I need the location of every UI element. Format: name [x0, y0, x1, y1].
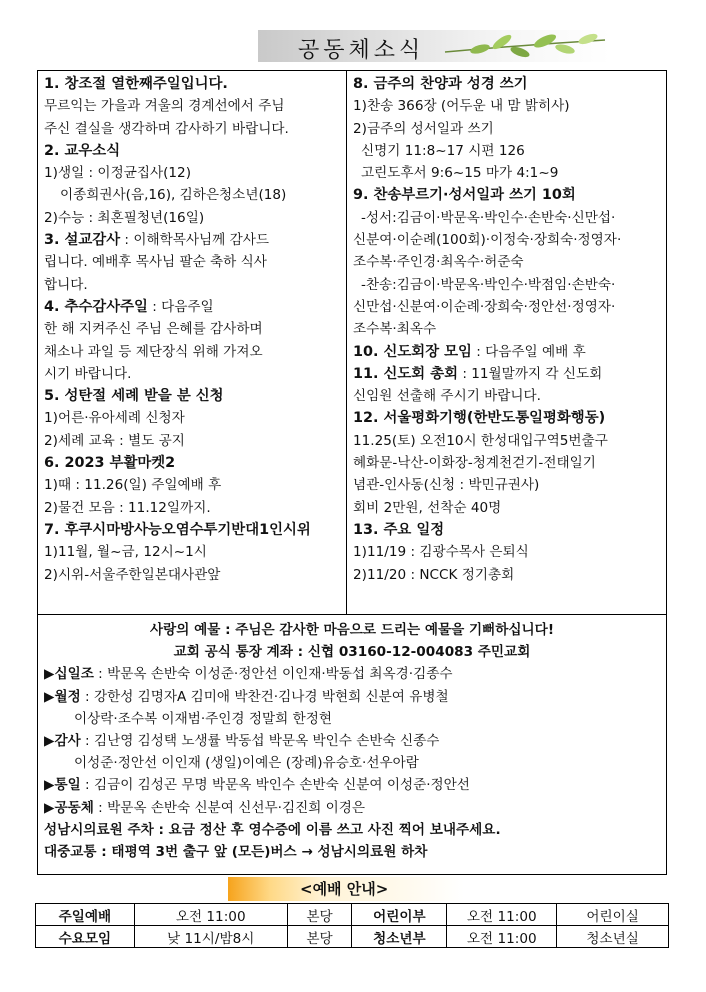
news-line: 9. 찬송부르기·성서일과 쓰기 10회: [353, 187, 576, 204]
transit-notice: [44, 841, 660, 863]
parking-notice: 성남시의료원 주차 : 요금 정산 후 영수증에 이름 쓰고 사진 찍어 보내주세요.: [44, 821, 501, 838]
news-line: 시기 바랍니다.: [44, 365, 132, 382]
news-line: [353, 363, 660, 385]
news-box: [37, 70, 667, 615]
news-line: 13. 주요 일정: [353, 521, 445, 538]
leaf-branch-icon: [440, 30, 610, 62]
offering-line: [44, 708, 660, 730]
news-line: 혜화문-낙산-이화장-청계천걷기-전태일기: [353, 455, 596, 472]
offering-names: : 박문옥 손반숙 신분여 신선무·김진희 이경은: [93, 799, 366, 816]
offering-category: ▶통일: [44, 777, 81, 794]
account-info: 교회 공식 통장 계좌 : 신협 03160-12-004083 주민교회: [173, 644, 531, 661]
worship-cell: 어린이실: [557, 904, 669, 926]
offering-names: : 강한성 김명자A 김미애 박찬건·김나경 박현희 신분여 유병철: [80, 688, 449, 705]
worship-cell: 낮 11시/밤8시: [134, 926, 287, 948]
worship-cell: 오전 11:00: [134, 904, 287, 926]
news-line: 1)찬송 366장 (어두운 내 맘 밝히사): [353, 98, 570, 115]
offering-box: [37, 615, 667, 875]
news-line: [44, 296, 340, 318]
news-line: 립니다. 예배후 목사님 팔순 축하 식사: [44, 254, 267, 271]
worship-row: [36, 926, 669, 948]
offering-category: ▶공동체: [44, 799, 94, 816]
news-line: 고린도후서 9:6~15 마가 4:1~9: [361, 165, 559, 182]
news-line: 주신 결실을 생각하며 감사하기 바랍니다.: [44, 120, 289, 137]
worship-title: <예배 안내>: [300, 880, 389, 898]
offering-line: [44, 663, 660, 685]
news-line: 조수복·최옥수: [353, 321, 437, 338]
news-line: [353, 341, 660, 363]
news-line: -찬송:김금이·박문옥·박인수·박점임·손반숙·: [361, 276, 616, 293]
offering-line: [44, 752, 660, 774]
news-line: 2. 교우소식: [44, 142, 121, 159]
news-heading: 10. 신도회장 모임: [353, 343, 472, 360]
worship-cell: 본당: [287, 904, 352, 926]
news-heading-detail: : 다음주일 예배 후: [471, 343, 586, 360]
offering-names: 이상락·조수복 이재범·주인경 정말희 한정현: [74, 710, 332, 727]
offering-category: ▶월정: [44, 688, 81, 705]
worship-cell: 어린이부: [352, 904, 447, 926]
worship-table: [35, 903, 669, 948]
offering-line: [44, 686, 660, 708]
section-header: [258, 30, 610, 62]
worship-row: [36, 904, 669, 926]
offering-category: ▶감사: [44, 733, 81, 750]
news-line: 한 해 지켜주신 주님 은혜를 감사하며: [44, 321, 263, 338]
offering-line: [44, 774, 660, 796]
news-line: 1)생일 : 이정균집사(12): [44, 165, 191, 182]
news-heading-detail: : 11월말까지 각 신도회: [458, 365, 603, 382]
page-title: 공동체소식: [298, 38, 425, 63]
news-line: 2)금주의 성서일과 쓰기: [353, 120, 494, 137]
left-column: [38, 71, 347, 614]
news-heading: 4. 추수감사주일: [44, 298, 148, 315]
offering-names: : 김금이 김성곤 무명 박문옥 박인수 손반숙 신분여 이성준·정안선: [80, 777, 470, 794]
news-line: 채소나 과일 등 제단장식 위해 가져오: [44, 343, 263, 360]
news-line: 2)11/20 : NCCK 정기총회: [353, 566, 515, 583]
offering-line: [44, 730, 660, 752]
news-line: 무르익는 가을과 겨울의 경계선에서 주님: [44, 98, 285, 115]
offering-list: [44, 663, 660, 818]
news-line: 회비 2만원, 선착순 40명: [353, 499, 502, 516]
news-line: 1)11/19 : 김광수목사 은퇴식: [353, 544, 529, 561]
worship-cell: 수요모임: [36, 926, 135, 948]
offering-line: [44, 797, 660, 819]
news-line: 2)물건 모음 : 11.12일까지.: [44, 499, 211, 516]
news-line: 7. 후쿠시마방사능오염수투기반대1인시위: [44, 521, 311, 538]
transit-label: 대중교통: [44, 844, 97, 861]
worship-cell: 오전 11:00: [447, 904, 557, 926]
news-line: 합니다.: [44, 276, 88, 293]
news-line: 1)어른·유아세례 신청자: [44, 410, 185, 427]
news-line: -성서:김금이·박문옥·박인수·손반숙·신만섭·: [361, 209, 616, 226]
news-line: 1)때 : 11.26(일) 주일예배 후: [44, 477, 222, 494]
news-line: 1. 창조절 열한째주일입니다.: [44, 76, 228, 92]
news-line: 2)수능 : 최혼필청년(16일): [44, 209, 205, 226]
news-heading-detail: : 이해학목사님께 감사드: [120, 232, 269, 249]
worship-cell: 청소년실: [557, 926, 669, 948]
right-column: [347, 71, 666, 614]
offering-names: : 김난영 김성택 노생률 박동섭 박문옥 박인수 손반숙 신종수: [80, 733, 440, 750]
offering-names: : 박문옥 손반숙 이성준·정안선 이인재·박동섭 최옥경·김종수: [93, 666, 453, 683]
news-line: 2)세례 교육 : 별도 공지: [44, 432, 185, 449]
news-line: [44, 229, 340, 251]
worship-title-banner: [228, 877, 464, 901]
news-line: 신명기 11:8~17 시편 126: [361, 142, 525, 159]
worship-cell: 청소년부: [352, 926, 447, 948]
news-line: 신분여·이순례(100회)·이정숙·장희숙·정영자·: [353, 232, 622, 249]
transit-text: : 태평역 3번 출구 앞 (모든)버스 → 성남시의료원 하차: [96, 844, 428, 861]
news-line: 념관-인사동(신청 : 박민규권사): [353, 477, 540, 494]
news-line: 12. 서울평화기행(한반도통일평화행동): [353, 410, 606, 427]
news-line: 6. 2023 부활마켓2: [44, 455, 176, 472]
news-line: 신만섭·신분여·이순례·장희숙·정안선·정영자·: [353, 298, 616, 315]
news-line: 이종희권사(음,16), 김하은청소년(18): [60, 187, 287, 204]
news-heading-detail: : 다음주일: [147, 298, 214, 315]
news-heading: 11. 신도회 총회: [353, 365, 459, 382]
offering-names: 이성준·정안선 이인재 (생일)이예은 (장례)유승호·선우아람: [74, 755, 419, 772]
offering-heading: 사랑의 예물 : 주님은 감사한 마음으로 드리는 예물을 기뻐하십니다!: [149, 622, 555, 638]
news-line: 1)11월, 월~금, 12시~1시: [44, 544, 207, 561]
news-heading: 3. 설교감사: [44, 232, 121, 249]
offering-category: ▶십일조: [44, 666, 94, 683]
news-line: 11.25(토) 오전10시 한성대입구역5번출구: [353, 432, 608, 449]
news-line: 신임원 선출해 주시기 바랍니다.: [353, 388, 541, 405]
news-line: 8. 금주의 찬양과 성경 쓰기: [353, 76, 528, 92]
news-line: 5. 성탄절 세례 받을 분 신청: [44, 388, 224, 405]
worship-cell: 주일예배: [36, 904, 135, 926]
worship-cell: 오전 11:00: [447, 926, 557, 948]
news-line: 2)시위-서울주한일본대사관앞: [44, 566, 221, 583]
news-line: 조수복·주인경·최옥수·허준숙: [353, 254, 524, 271]
worship-cell: 본당: [287, 926, 352, 948]
